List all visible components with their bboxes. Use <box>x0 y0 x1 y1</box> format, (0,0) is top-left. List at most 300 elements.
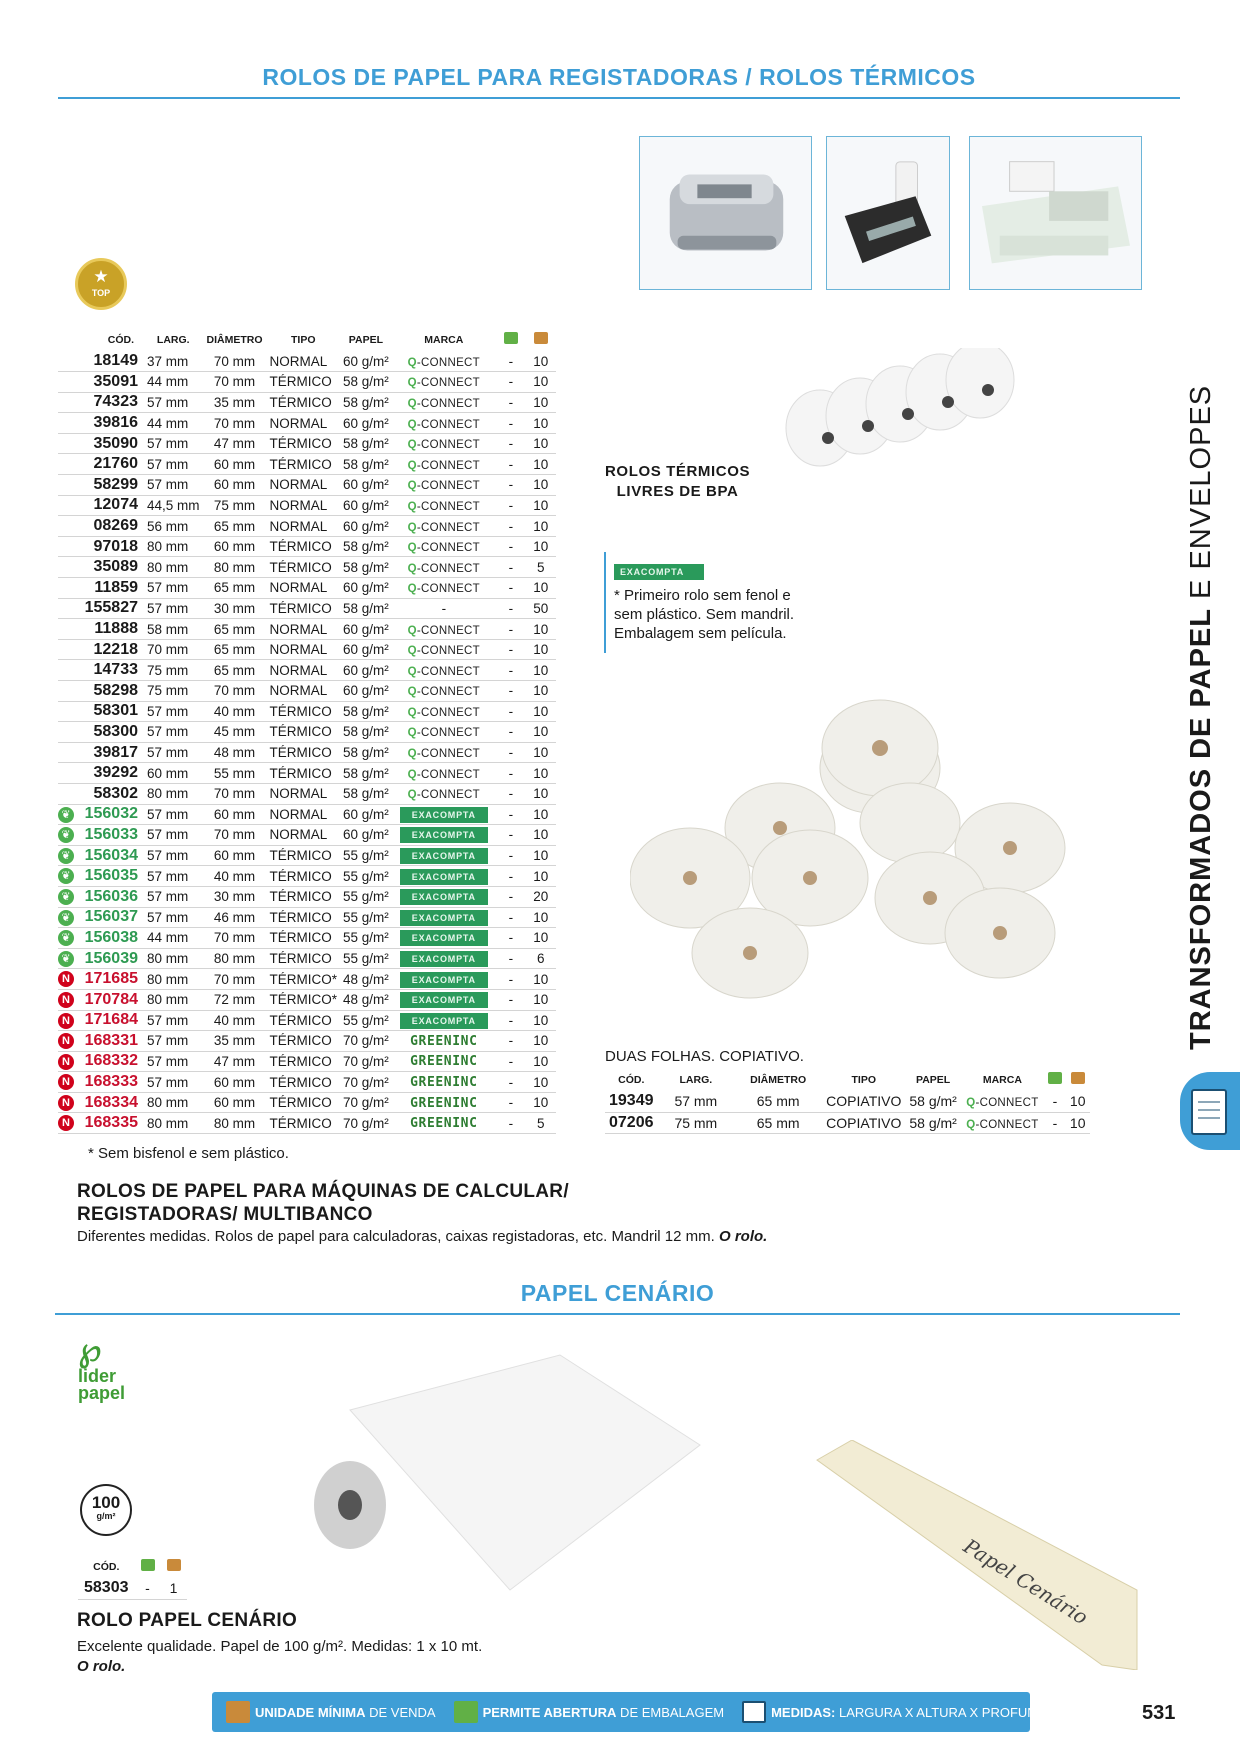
qty-cell: 20 <box>526 886 556 907</box>
brand-cell <box>392 495 496 516</box>
brand-cell <box>392 1051 496 1072</box>
product-code: 74323 <box>58 392 144 413</box>
brand-qconnect-logo: Q-CONNECT <box>407 439 480 452</box>
table-row <box>58 722 556 743</box>
brand-cell <box>392 804 496 825</box>
brand-exacompta-logo: EXACOMPTA <box>400 848 488 864</box>
paper-cell: 58 g/m² <box>340 557 392 578</box>
type-cell: NORMAL <box>267 475 341 496</box>
paper-cell: 60 g/m² <box>340 619 392 640</box>
type-cell: TÉRMICO <box>267 433 341 454</box>
paper-cell: 55 g/m² <box>340 907 392 928</box>
product-code: 39816 <box>58 413 144 434</box>
open-cell: - <box>496 619 526 640</box>
brand-cell <box>392 454 496 475</box>
type-cell: TÉRMICO <box>267 701 341 722</box>
width-cell: 57 mm <box>144 433 203 454</box>
diameter-cell: 80 mm <box>203 1113 267 1134</box>
product-code: ❦ 156032 <box>58 804 144 825</box>
chapter-tab[interactable] <box>1180 1072 1240 1150</box>
width-cell: 80 mm <box>144 557 203 578</box>
qty-cell: 10 <box>526 825 556 846</box>
exa-note-line2: sem plástico. Sem mandril. <box>614 606 795 623</box>
width-cell: 80 mm <box>144 969 203 990</box>
width-cell: 80 mm <box>144 1092 203 1113</box>
gsm-badge <box>80 1484 132 1536</box>
type-cell: NORMAL <box>267 619 341 640</box>
width-cell: 44 mm <box>144 413 203 434</box>
width-cell: 57 mm <box>144 392 203 413</box>
exa-note-line3: Embalagem sem película. <box>614 625 787 642</box>
diameter-cell: 55 mm <box>203 763 267 784</box>
table-row <box>58 763 556 784</box>
cenario-qty: 1 <box>161 1578 187 1599</box>
table-row <box>58 742 556 763</box>
open-cell: - <box>496 392 526 413</box>
table-row <box>58 516 556 537</box>
diameter-cell: 45 mm <box>203 722 267 743</box>
diameter-cell: 35 mm <box>203 1031 267 1052</box>
open-cell: - <box>496 866 526 887</box>
type-cell: TÉRMICO <box>267 1031 341 1052</box>
open-cell: - <box>496 1051 526 1072</box>
diameter-cell: 70 mm <box>203 681 267 702</box>
paper-cell: 55 g/m² <box>340 866 392 887</box>
width-cell: 80 mm <box>144 536 203 557</box>
legend-open-package-bold: PERMITE ABERTURA <box>482 1704 617 1720</box>
brand-greeninc-logo: GREENINC <box>410 1116 478 1132</box>
table-row <box>58 413 556 434</box>
brand-cell <box>392 516 496 537</box>
width-cell: 57 mm <box>144 1051 203 1072</box>
width-cell: 58 mm <box>144 619 203 640</box>
open-cell: - <box>496 1092 526 1113</box>
copy-width-cell: 75 mm <box>658 1112 735 1133</box>
qty-cell: 10 <box>526 351 556 372</box>
brand-cell <box>392 1031 496 1052</box>
qty-cell: 10 <box>526 413 556 434</box>
type-cell: NORMAL <box>267 681 341 702</box>
brand-qconnect-logo: Q-CONNECT <box>407 583 480 596</box>
qty-cell: 10 <box>526 866 556 887</box>
eco-leaf-icon: ❦ <box>58 827 74 843</box>
width-cell: 44,5 mm <box>144 495 203 516</box>
paper-cell: 58 g/m² <box>340 536 392 557</box>
product-code: N 171684 <box>58 1010 144 1031</box>
brand-cell <box>392 598 496 619</box>
qty-cell: 10 <box>526 660 556 681</box>
open-cell: - <box>496 557 526 578</box>
copy-type-cell: COPIATIVO <box>822 1091 905 1112</box>
product-code: 58301 <box>58 701 144 722</box>
width-cell: 56 mm <box>144 516 203 537</box>
brand-qconnect-logo: Q-CONNECT <box>407 727 480 740</box>
type-cell: NORMAL <box>267 804 341 825</box>
gsm-value: 100 <box>91 1493 121 1512</box>
diameter-cell: 46 mm <box>203 907 267 928</box>
new-product-icon: N <box>58 992 74 1008</box>
type-cell: TÉRMICO <box>267 845 341 866</box>
diameter-cell: 70 mm <box>203 372 267 393</box>
diameter-cell: 30 mm <box>203 886 267 907</box>
paper-cell: 60 g/m² <box>340 578 392 599</box>
open-cell: - <box>496 578 526 599</box>
copy-col-width: LARG. <box>679 1073 713 1086</box>
new-product-icon: N <box>58 1115 74 1131</box>
type-cell: TÉRMICO <box>267 1010 341 1031</box>
paper-cell: 58 g/m² <box>340 783 392 804</box>
brand-exacompta-logo: EXACOMPTA <box>400 930 488 946</box>
type-cell: TÉRMICO <box>267 742 341 763</box>
cenario-product-title: ROLO PAPEL CENÁRIO <box>77 1610 298 1631</box>
width-cell: 57 mm <box>144 825 203 846</box>
open-cell: - <box>496 1010 526 1031</box>
product-code: 11888 <box>58 619 144 640</box>
paper-cell: 60 g/m² <box>340 413 392 434</box>
paper-cell: 55 g/m² <box>340 928 392 949</box>
type-cell: NORMAL <box>267 660 341 681</box>
type-cell: NORMAL <box>267 495 341 516</box>
open-cell: - <box>496 639 526 660</box>
brand-qconnect-logo: Q-CONNECT <box>407 356 480 369</box>
table-row <box>58 1092 556 1113</box>
cenario-desc-text: Excelente qualidade. Papel de 100 g/m². Medidas: 1 x 10 mt. <box>77 1638 483 1655</box>
table-row <box>58 475 556 496</box>
qty-cell: 10 <box>526 639 556 660</box>
product-code: N 168334 <box>58 1092 144 1113</box>
calc-rolls-title <box>77 1180 569 1226</box>
calc-rolls-unit: O rolo. <box>718 1228 768 1245</box>
lider-logo-line2: papel <box>78 1383 126 1403</box>
type-cell: TÉRMICO <box>267 557 341 578</box>
copy-open-cell: - <box>1044 1112 1066 1133</box>
table-row <box>58 392 556 413</box>
type-cell: TÉRMICO <box>267 598 341 619</box>
page-number: 531 <box>1142 1702 1176 1724</box>
width-cell: 80 mm <box>144 783 203 804</box>
open-cell: - <box>496 845 526 866</box>
open-cell: - <box>496 969 526 990</box>
diameter-cell: 65 mm <box>203 516 267 537</box>
table-row <box>58 948 556 969</box>
brand-cell <box>392 536 496 557</box>
open-cell: - <box>496 1031 526 1052</box>
width-cell: 57 mm <box>144 845 203 866</box>
cenario-roll-label: Papel Cenário <box>959 1533 1093 1630</box>
product-code: ❦ 156034 <box>58 845 144 866</box>
table-row <box>58 454 556 475</box>
width-cell: 80 mm <box>144 1113 203 1134</box>
width-cell: 57 mm <box>144 1031 203 1052</box>
paper-cell: 60 g/m² <box>340 516 392 537</box>
type-cell: NORMAL <box>267 825 341 846</box>
diameter-cell: 70 mm <box>203 413 267 434</box>
open-cell: - <box>496 948 526 969</box>
diameter-cell: 35 mm <box>203 392 267 413</box>
diameter-cell: 60 mm <box>203 1072 267 1093</box>
diameter-cell: 47 mm <box>203 1051 267 1072</box>
rolls-table <box>58 332 556 1134</box>
type-cell: NORMAL <box>267 413 341 434</box>
exacompta-logo: EXACOMPTA <box>614 564 704 580</box>
brand-exacompta-logo: EXACOMPTA <box>400 807 488 823</box>
paper-cell: 58 g/m² <box>340 701 392 722</box>
paper-cell: 58 g/m² <box>340 742 392 763</box>
brand-greeninc-logo: GREENINC <box>410 1033 478 1049</box>
brand-cell <box>392 722 496 743</box>
paper-cell: 60 g/m² <box>340 804 392 825</box>
paper-cell: 58 g/m² <box>340 372 392 393</box>
qty-cell: 10 <box>526 1092 556 1113</box>
diameter-cell: 72 mm <box>203 989 267 1010</box>
product-code: 97018 <box>58 536 144 557</box>
diameter-cell: 40 mm <box>203 1010 267 1031</box>
paper-cell: 55 g/m² <box>340 845 392 866</box>
paper-cell: 55 g/m² <box>340 886 392 907</box>
brand-cell <box>392 578 496 599</box>
width-cell: 37 mm <box>144 351 203 372</box>
brand-qconnect-logo: Q-CONNECT <box>407 768 480 781</box>
open-cell: - <box>496 516 526 537</box>
legend-measures-rest: LARGURA X ALTURA X PROFUNDIDADE <box>835 1704 1086 1720</box>
ruler-icon <box>742 1701 766 1723</box>
width-cell: 57 mm <box>144 1010 203 1031</box>
eco-leaf-icon: ❦ <box>58 910 74 926</box>
gsm-unit: g/m² <box>96 1511 116 1521</box>
brand-qconnect-logo: Q-CONNECT <box>407 748 480 761</box>
width-cell: 57 mm <box>144 804 203 825</box>
brand-cell <box>392 475 496 496</box>
paper-cell: 48 g/m² <box>340 989 392 1010</box>
table-row <box>58 495 556 516</box>
brand-cell <box>392 866 496 887</box>
diameter-cell: 80 mm <box>203 948 267 969</box>
new-product-icon: N <box>58 971 74 987</box>
new-product-icon: N <box>58 1095 74 1111</box>
type-cell: TÉRMICO* <box>267 969 341 990</box>
paper-rolls-stack-photo <box>630 688 1070 1000</box>
qty-cell: 10 <box>526 989 556 1010</box>
exacompta-note <box>604 552 804 653</box>
new-product-icon: N <box>58 1054 74 1070</box>
brand-exacompta-logo: EXACOMPTA <box>400 827 488 843</box>
qty-cell: 10 <box>526 475 556 496</box>
type-cell: TÉRMICO <box>267 372 341 393</box>
brand-exacompta-logo: EXACOMPTA <box>400 869 488 885</box>
brand-qconnect-logo: Q-CONNECT <box>407 500 480 513</box>
qty-cell: 10 <box>526 578 556 599</box>
copy-open-package-icon <box>1044 1072 1066 1091</box>
table-row <box>58 886 556 907</box>
copy-brand-cell <box>961 1091 1044 1112</box>
diameter-cell: 70 mm <box>203 928 267 949</box>
min-unit-icon <box>526 332 556 351</box>
product-code: 35089 <box>58 557 144 578</box>
eco-leaf-icon: ❦ <box>58 930 74 946</box>
qty-cell: 5 <box>526 1113 556 1134</box>
diameter-cell: 48 mm <box>203 742 267 763</box>
brand-cell <box>392 660 496 681</box>
open-cell: - <box>496 722 526 743</box>
diameter-cell: 60 mm <box>203 1092 267 1113</box>
width-cell: 57 mm <box>144 578 203 599</box>
product-code: 35091 <box>58 372 144 393</box>
qty-cell: 10 <box>526 742 556 763</box>
width-cell: 80 mm <box>144 989 203 1010</box>
width-cell: 57 mm <box>144 866 203 887</box>
qty-cell: 10 <box>526 495 556 516</box>
exa-note-line1: * Primeiro rolo sem fenol e <box>614 587 791 604</box>
brand-qconnect-logo: Q-CONNECT <box>407 624 480 637</box>
table-row <box>58 866 556 887</box>
section-title-cenario: PAPEL CENÁRIO <box>55 1280 1180 1315</box>
paper-cell: 60 g/m² <box>340 825 392 846</box>
product-code: N 168335 <box>58 1113 144 1134</box>
paper-cell: 58 g/m² <box>340 433 392 454</box>
copy-col-paper: PAPEL <box>915 1073 951 1086</box>
new-product-icon: N <box>58 1074 74 1090</box>
type-cell: NORMAL <box>267 639 341 660</box>
brand-cell <box>392 1010 496 1031</box>
open-cell: - <box>496 454 526 475</box>
product-code: 58299 <box>58 475 144 496</box>
qty-cell: 10 <box>526 783 556 804</box>
brand-cell <box>392 413 496 434</box>
brand-qconnect-logo: Q-CONNECT <box>407 418 480 431</box>
product-code: 18149 <box>58 351 144 372</box>
table-row <box>58 845 556 866</box>
width-cell: 57 mm <box>144 701 203 722</box>
table-row <box>58 1051 556 1072</box>
product-code: 39292 <box>58 763 144 784</box>
type-cell: TÉRMICO <box>267 722 341 743</box>
table-row <box>58 681 556 702</box>
copy-width-cell: 57 mm <box>658 1091 735 1112</box>
table-row <box>78 1578 187 1599</box>
qty-cell: 10 <box>526 536 556 557</box>
diameter-cell: 70 mm <box>203 783 267 804</box>
paper-cell: 58 g/m² <box>340 454 392 475</box>
copy-qty-cell: 10 <box>1066 1112 1090 1133</box>
qty-cell: 10 <box>526 454 556 475</box>
type-cell: NORMAL <box>267 516 341 537</box>
width-cell: 57 mm <box>144 598 203 619</box>
top-badge-label: TOP <box>91 288 111 298</box>
brand-qconnect-logo: Q-CONNECT <box>407 789 480 802</box>
qty-cell: 5 <box>526 557 556 578</box>
col-brand: MARCA <box>424 333 464 346</box>
brand-cell <box>392 845 496 866</box>
table-row <box>605 1112 1090 1133</box>
type-cell: TÉRMICO <box>267 886 341 907</box>
eco-leaf-icon: ❦ <box>58 889 74 905</box>
qty-cell: 10 <box>526 433 556 454</box>
legend-measures <box>742 1701 1086 1723</box>
copy-brand-cell <box>961 1112 1044 1133</box>
width-cell: 75 mm <box>144 681 203 702</box>
table-row <box>58 578 556 599</box>
calc-rolls-description <box>77 1228 767 1245</box>
paper-cell: 60 g/m² <box>340 639 392 660</box>
type-cell: NORMAL <box>267 783 341 804</box>
brand-qconnect-logo: Q-CONNECT <box>407 377 480 390</box>
table-row <box>58 557 556 578</box>
cenario-roll-wrapped-photo <box>812 1440 1142 1670</box>
diameter-cell: 60 mm <box>203 536 267 557</box>
cenario-code: 58303 <box>78 1578 135 1599</box>
open-cell: - <box>496 413 526 434</box>
eco-leaf-icon: ❦ <box>58 807 74 823</box>
new-product-icon: N <box>58 1033 74 1049</box>
brand-cell <box>392 825 496 846</box>
copy-open-cell: - <box>1044 1091 1066 1112</box>
type-cell: TÉRMICO <box>267 1092 341 1113</box>
paper-cell: 70 g/m² <box>340 1113 392 1134</box>
brand-qconnect-logo: Q-CONNECT <box>966 1097 1039 1110</box>
copy-type-cell: COPIATIVO <box>822 1112 905 1133</box>
qty-cell: 10 <box>526 907 556 928</box>
label-printer-photo <box>639 136 812 290</box>
table-row <box>58 372 556 393</box>
paper-cell: 55 g/m² <box>340 1010 392 1031</box>
cenario-open: - <box>135 1578 161 1599</box>
type-cell: TÉRMICO <box>267 1051 341 1072</box>
paper-cell: 70 g/m² <box>340 1031 392 1052</box>
top-badge <box>75 258 127 310</box>
product-code: N 168333 <box>58 1072 144 1093</box>
brand-qconnect-logo: Q-CONNECT <box>407 459 480 472</box>
qty-cell: 10 <box>526 928 556 949</box>
open-box-icon <box>454 1701 478 1723</box>
copy-product-code: 07206 <box>605 1112 658 1133</box>
cenario-description <box>77 1637 482 1677</box>
product-code: N 171685 <box>58 969 144 990</box>
product-code: 11859 <box>58 578 144 599</box>
brand-cell <box>392 928 496 949</box>
open-cell: - <box>496 825 526 846</box>
brand-cell <box>392 763 496 784</box>
copy-product-code: 19349 <box>605 1091 658 1112</box>
open-cell: - <box>496 1113 526 1134</box>
cenario-roll-photo <box>310 1350 710 1595</box>
brand-exacompta-logo: EXACOMPTA <box>400 992 488 1008</box>
qty-cell: 50 <box>526 598 556 619</box>
paper-cell: 70 g/m² <box>340 1092 392 1113</box>
qty-cell: 10 <box>526 969 556 990</box>
brand-exacompta-logo: EXACOMPTA <box>400 951 488 967</box>
paper-cell: 58 g/m² <box>340 598 392 619</box>
open-cell: - <box>496 989 526 1010</box>
width-cell: 75 mm <box>144 660 203 681</box>
brand-cell <box>392 1113 496 1134</box>
brand-qconnect-logo: Q-CONNECT <box>407 645 480 658</box>
product-code: 12074 <box>58 495 144 516</box>
col-paper: PAPEL <box>348 333 384 346</box>
brand-exacompta-logo: EXACOMPTA <box>400 910 488 926</box>
open-cell: - <box>496 681 526 702</box>
calc-rolls-title-line1: ROLOS DE PAPEL PARA MÁQUINAS DE CALCULAR/ <box>77 1181 569 1202</box>
brand-qconnect-logo: Q-CONNECT <box>407 397 480 410</box>
paper-cell: 58 g/m² <box>340 763 392 784</box>
qty-cell: 10 <box>526 804 556 825</box>
brand-exacompta-logo: EXACOMPTA <box>400 1013 488 1029</box>
qty-cell: 10 <box>526 1010 556 1031</box>
type-cell: TÉRMICO <box>267 907 341 928</box>
star-icon: ★ <box>93 267 109 286</box>
open-cell: - <box>496 886 526 907</box>
paper-cell: 60 g/m² <box>340 351 392 372</box>
diameter-cell: 60 mm <box>203 454 267 475</box>
